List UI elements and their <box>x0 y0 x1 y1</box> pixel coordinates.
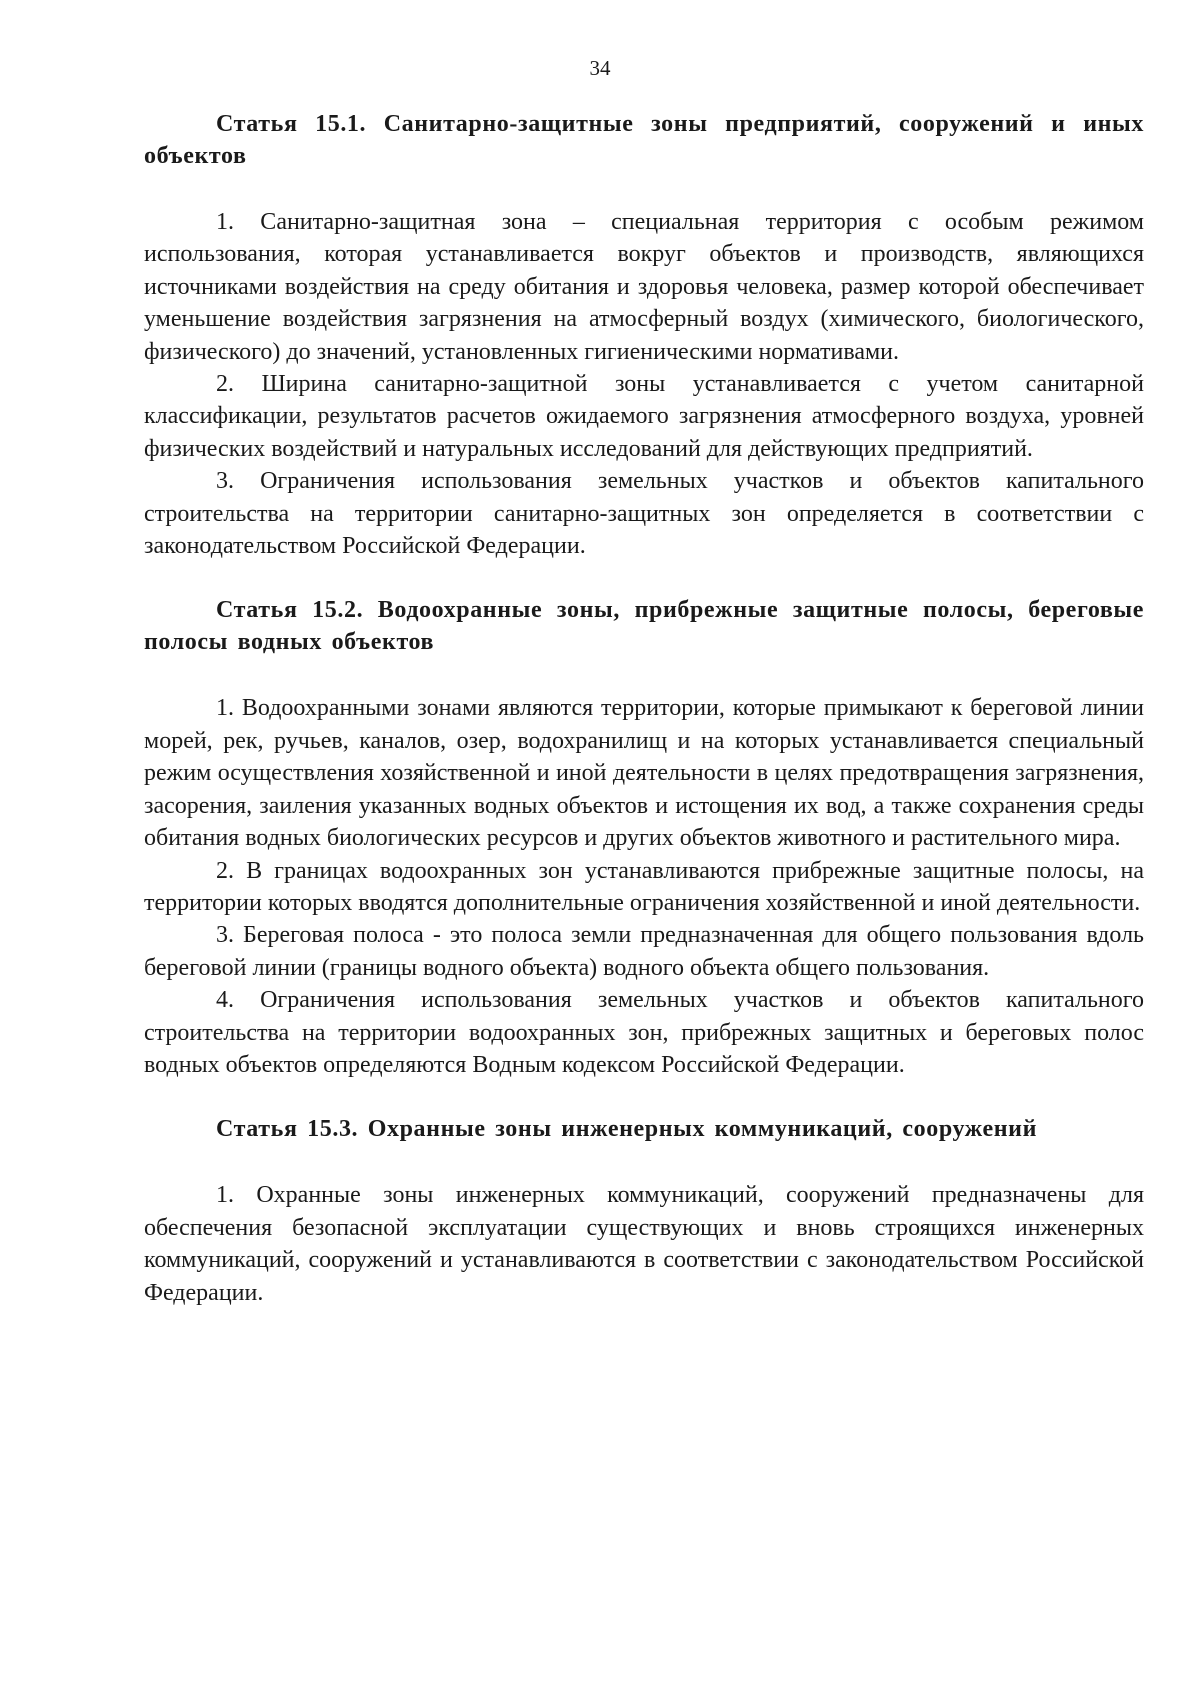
paragraph: 1. Водоохранными зонами являются территории, которые примыкают к береговой линии морей, рек, ручьев, каналов, озер, водохранилищ и на которых устанавливается специальный режим осуществления хозяйственной и иной деятельности в целях предотвращения загрязнения, засорения, заиления указанных водных объектов и истощения их вод, а также сохранения среды обитания водных биологических ресурсов и других объектов животного и растительного мира. <box>144 695 1144 852</box>
paragraph: 4. Ограничения использования земельных участков и объектов капитального строительства на территории водоохранных зон, прибрежных защитных и береговых полос водных объектов определяются Водным кодексом Российской Федерации. <box>144 987 1144 1078</box>
article-15-1 <box>144 108 1144 562</box>
page-number: 34 <box>589 56 611 80</box>
paragraph: 2. Ширина санитарно-защитной зоны устанавливается с учетом санитарной классификации, результатов расчетов ожидаемого загрязнения атмосферного воздуха, уровней физических воздействий и натуральных исследований для действующих предприятий. <box>144 371 1144 462</box>
article-title: Статья 15.2. Водоохранные зоны, прибрежные защитные полосы, береговые полосы водных объектов <box>144 597 1144 656</box>
paragraph: 3. Ограничения использования земельных участков и объектов капитального строительства на территории санитарно-защитных зон определяется в соответствии с законодательством Российской Федерации. <box>144 468 1144 560</box>
paragraph: 2. В границах водоохранных зон устанавливаются прибрежные защитные полосы, на территории которых вводятся дополнительные ограничения хозяйственной и иной деятельности. <box>144 857 1144 916</box>
document-body <box>144 108 1144 1341</box>
article-title: Статья 15.1. Санитарно-защитные зоны предприятий, сооружений и иных объектов <box>144 111 1144 169</box>
paragraph: 3. Береговая полоса - это полоса земли предназначенная для общего пользования вдоль береговой линии (границы водного объекта) водного объекта общего пользования. <box>144 922 1144 981</box>
article-15-2 <box>144 594 1144 1081</box>
paragraph: 1. Охранные зоны инженерных коммуникаций, сооружений предназначены для обеспечения безопасной эксплуатации существующих и вновь строящихся инженерных коммуникаций, сооружений и устанавливаются в соответствии с законодательством Российской Федерации. <box>144 1182 1144 1306</box>
article-title: Статья 15.3. Охранные зоны инженерных коммуникаций, сооружений <box>216 1116 1038 1143</box>
paragraph: 1. Санитарно-защитная зона – специальная территория с особым режимом использования, которая устанавливается вокруг объектов и производств, являющихся источниками воздействия на среду обитания и здоровья человека, размер которой обеспечивает уменьшение воздействия загрязнения на атмосферный воздух (химического, биологического, физического) до значений, установленных гигиеническими нормативами. <box>144 209 1144 365</box>
article-15-3 <box>144 1113 1144 1309</box>
